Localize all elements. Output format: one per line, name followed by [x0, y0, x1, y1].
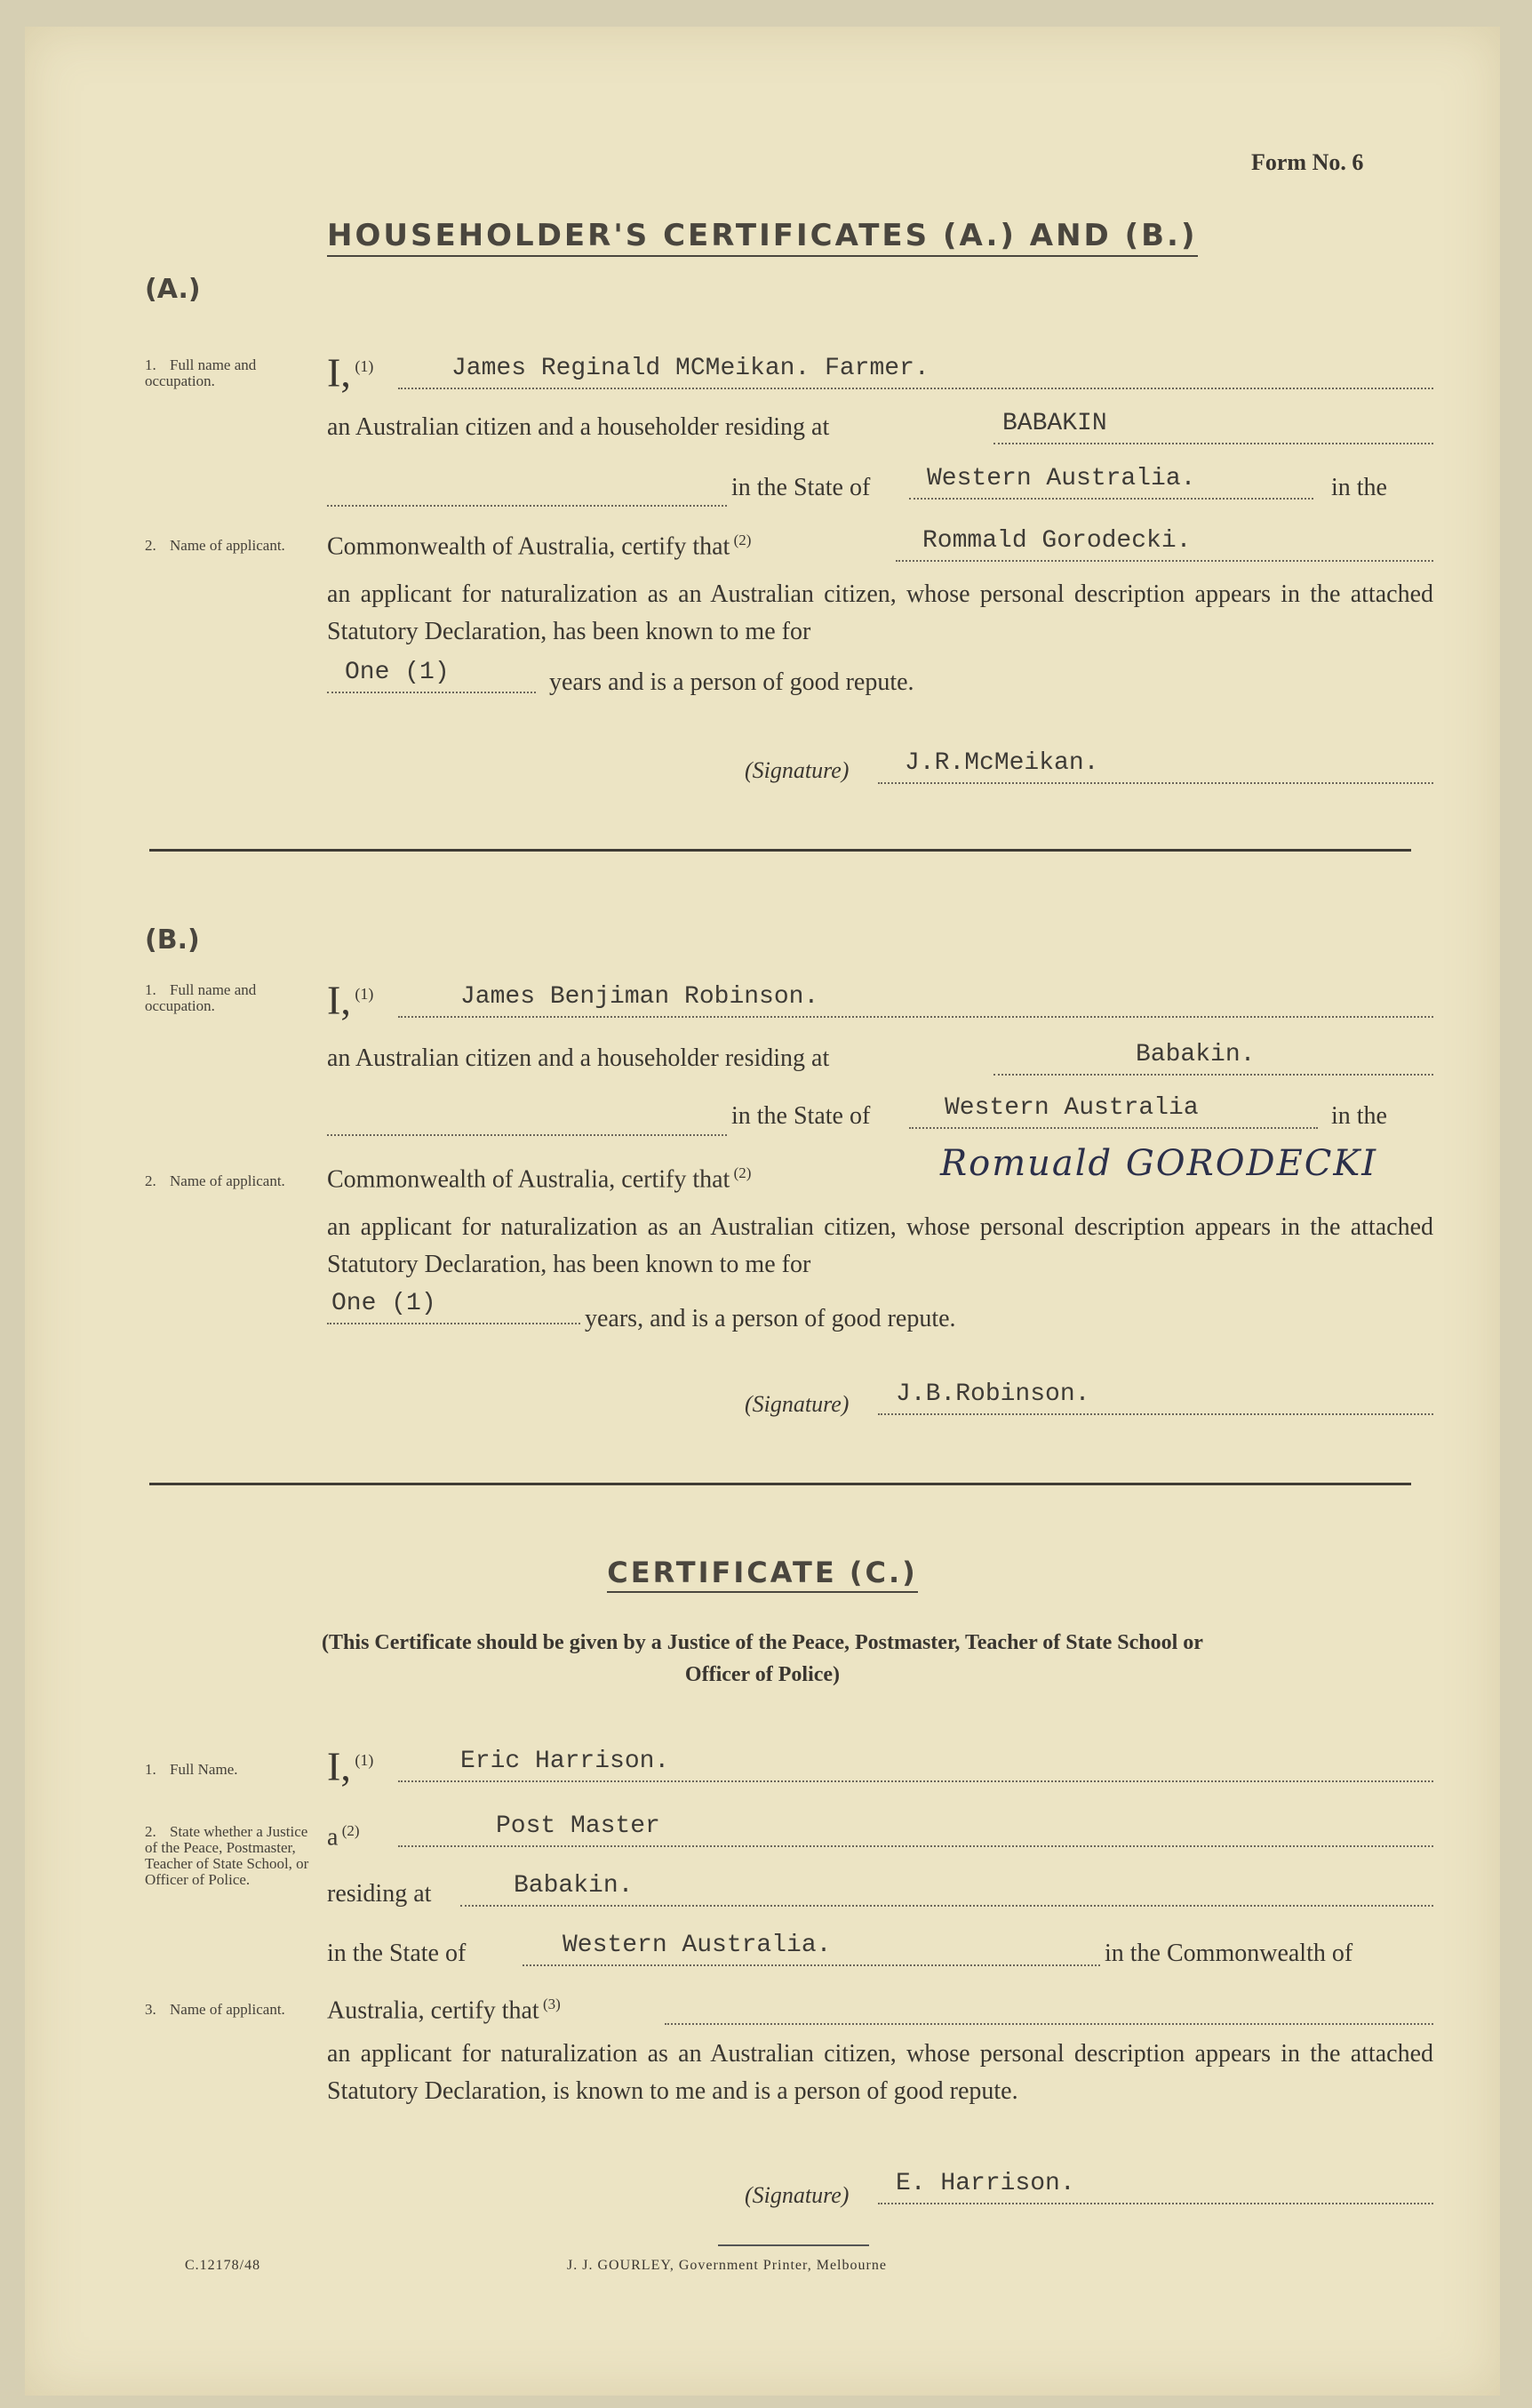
- a-name-field: James Reginald MCMeikan. Farmer.: [398, 354, 1433, 389]
- c-commonwealth-label: in the Commonwealth of: [1105, 1940, 1353, 1967]
- c-residing-label: residing at: [327, 1880, 432, 1908]
- section-c-note: (This Certificate should be given by a Justice of the Peace, Postmaster, Teacher of State School or Officer of Police): [322, 1631, 1203, 1686]
- b-state-label: in the State of: [731, 1102, 871, 1130]
- b-certify-label: Commonwealth of Australia, certify that $^{(2)}$: [327, 1164, 752, 1194]
- b-applicant-paragraph: an applicant for naturalization as an Australian citizen, whose personal description appears in the attached Statutory Declaration, has been known to me for: [327, 1213, 1433, 1278]
- b-applicant-handwritten: Romuald GORODECKI: [940, 1143, 1378, 1184]
- a-certify-label: Commonwealth of Australia, certify that $^{(2)}$: [327, 532, 752, 561]
- b-signature-field: J.B.Robinson.: [878, 1380, 1433, 1415]
- b-years-field: One (1): [327, 1289, 580, 1324]
- form-number: Form No. 6: [1251, 149, 1364, 175]
- section-c-title: CERTIFICATE (C.): [607, 1556, 918, 1593]
- side-note-c3: 3. Name of applicant.: [145, 2001, 285, 2018]
- b-residing-field: Babakin.: [993, 1040, 1433, 1076]
- c-a-label: a $^{(2)}$: [327, 1822, 360, 1852]
- footer-rule: [718, 2244, 869, 2246]
- c-signature-field: E. Harrison.: [878, 2169, 1433, 2204]
- side-note-a1: 1. Full name and occupation.: [145, 356, 257, 389]
- side-note-a2: 2. Name of applicant.: [145, 537, 285, 554]
- divider-2: [149, 1483, 1411, 1485]
- c-certify-label: Australia, certify that $^{(3)}$: [327, 1996, 561, 2025]
- certificate-page: [25, 27, 1500, 2396]
- b-years-label: years, and is a person of good repute.: [585, 1305, 956, 1332]
- footer-code: C.12178/48: [185, 2258, 261, 2273]
- footer-printer: J. J. GOURLEY, Government Printer, Melbourne: [567, 2258, 887, 2273]
- a-state-label: in the State of: [731, 474, 871, 501]
- side-note-b2: 2. Name of applicant.: [145, 1172, 285, 1189]
- a-years-label: years and is a person of good repute.: [549, 668, 914, 696]
- b-name-field: James Benjiman Robinson.: [398, 982, 1433, 1018]
- pronoun-i: I, $^{(1)}$: [327, 349, 374, 396]
- c-state-label: in the State of: [327, 1940, 467, 1967]
- c-state-field: Western Australia.: [523, 1931, 1100, 1966]
- c-residing-field: Babakin.: [460, 1871, 1433, 1907]
- a-blank-field: [327, 471, 727, 507]
- section-b-label: (B.): [145, 924, 200, 956]
- a-in-the: in the: [1331, 474, 1387, 501]
- side-note-c2: 2. State whether a Justice of the Peace, Postmaster, Teacher of State School, or Officer of Police.: [145, 1823, 309, 1888]
- b-signature-label: (Signature): [745, 1391, 850, 1417]
- c-name-field: Eric Harrison.: [398, 1747, 1433, 1782]
- a-signature-field: J.R.McMeikan.: [878, 748, 1433, 784]
- a-residing-field: BABAKIN: [993, 409, 1433, 444]
- side-note-b1: 1. Full name and occupation.: [145, 981, 257, 1014]
- c-applicant-paragraph: an applicant for naturalization as an Australian citizen, whose personal description appears in the attached Statutory Declaration, is known to me and is a person of good repute.: [327, 2040, 1433, 2105]
- b-residing-label: an Australian citizen and a householder residing at: [327, 1044, 830, 1072]
- c-office-field: Post Master: [398, 1812, 1433, 1847]
- a-signature-label: (Signature): [745, 757, 850, 783]
- section-c-heading-wrap: [25, 1556, 1500, 1589]
- a-years-field: One (1): [327, 658, 536, 693]
- a-applicant-field: Rommald Gorodecki.: [896, 526, 1433, 562]
- c-signature-label: (Signature): [745, 2182, 850, 2208]
- side-note-c1: 1. Full Name.: [145, 1761, 238, 1778]
- b-state-field: Western Australia: [909, 1093, 1318, 1129]
- a-residing-label: an Australian citizen and a householder residing at: [327, 413, 830, 441]
- c-applicant-field: [665, 1989, 1433, 2025]
- b-in-the: in the: [1331, 1102, 1387, 1130]
- b-blank-field: [327, 1100, 727, 1136]
- a-applicant-paragraph: an applicant for naturalization as an Australian citizen, whose personal description appears in the attached Statutory Declaration, has been known to me for: [327, 580, 1433, 645]
- pronoun-i-c: I, $^{(1)}$: [327, 1743, 374, 1789]
- a-state-field: Western Australia.: [909, 464, 1313, 500]
- page-title: HOUSEHOLDER'S CERTIFICATES (A.) AND (B.): [327, 218, 1198, 257]
- pronoun-i-b: I, $^{(1)}$: [327, 977, 374, 1023]
- divider-1: [149, 849, 1411, 852]
- section-a-label: (A.): [145, 274, 201, 305]
